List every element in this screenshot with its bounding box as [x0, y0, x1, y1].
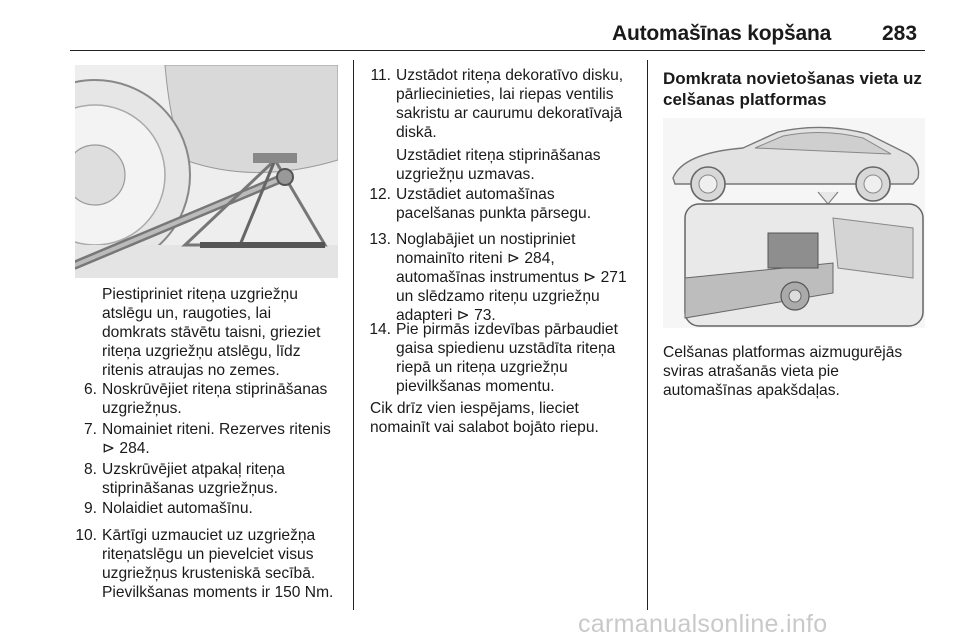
step-10: 10. Kārtīgi uzmauciet uz uzgriežņa riteņatslēgu un pievelciet visus uzgriežņus krusteniskā secībā. Pievilkšanas moments ir 150 Nm.: [75, 527, 334, 601]
step-11: 11. Uzstādot riteņa dekoratīvo disku, pārliecinieties, lai riepas ventilis sakristu ar caurumu dekoratīvajā diskā.: [370, 67, 624, 141]
step-9: 9. Nolaidiet automašīnu.: [83, 500, 253, 517]
intro-paragraph: Piestipriniet riteņa uzgriežņu atslēgu un, raugoties, lai domkrats stāvētu taisni, grieziet riteņa uzgriežņu atslēgu, līdz ritenis atraujas no zemes.: [102, 286, 321, 379]
step-7: 7. Nomainiet riteni. Rezerves ritenis ⊳ 284.: [83, 421, 331, 457]
header-rule: [70, 50, 925, 51]
jack-illustration: [75, 65, 338, 278]
step-6: 6. Noskrūvējiet riteņa stiprināšanas uzgriežņus.: [83, 381, 328, 417]
page-number: 283: [882, 22, 918, 45]
step-13: 13. Noglabājiet un nostipriniet nomainīto riteni ⊳ 284, automašīnas instrumentus ⊳ 271 un slēdzamo riteņu uzgriežņu adapteri ⊳ 73.: [369, 231, 627, 324]
step-11-continuation: Uzstādiet riteņa stiprināšanas uzgriežņu uzmavas.: [396, 147, 601, 183]
figure-caption: Celšanas platformas aizmugurējās sviras atrašanās vieta pie automašīnas apakšdaļas.: [663, 344, 903, 399]
watermark: carmanualsonline.info: [578, 610, 828, 638]
lift-point-illustration: [663, 118, 925, 328]
column-divider-left: [353, 60, 354, 610]
step-14: 14. Pie pirmās izdevības pārbaudiet gaisa spiedienu uzstādīta riteņa riepā un riteņa uzgriežņu pievilkšanas momentu.: [369, 321, 618, 395]
section-heading: Domkrata novietošanas vieta uz celšanas platformas: [663, 69, 922, 109]
repair-note: Cik drīz vien iespējams, lieciet nomainīt vai salabot bojāto riepu.: [370, 400, 599, 436]
step-12: 12. Uzstādiet automašīnas pacelšanas punkta pārsegu.: [369, 186, 592, 222]
column-divider-right: [647, 60, 648, 610]
step-8: 8. Uzskrūvējiet atpakaļ riteņa stiprināšanas uzgriežņus.: [83, 461, 285, 497]
page-header-title: Automašīnas kopšana: [612, 22, 832, 45]
